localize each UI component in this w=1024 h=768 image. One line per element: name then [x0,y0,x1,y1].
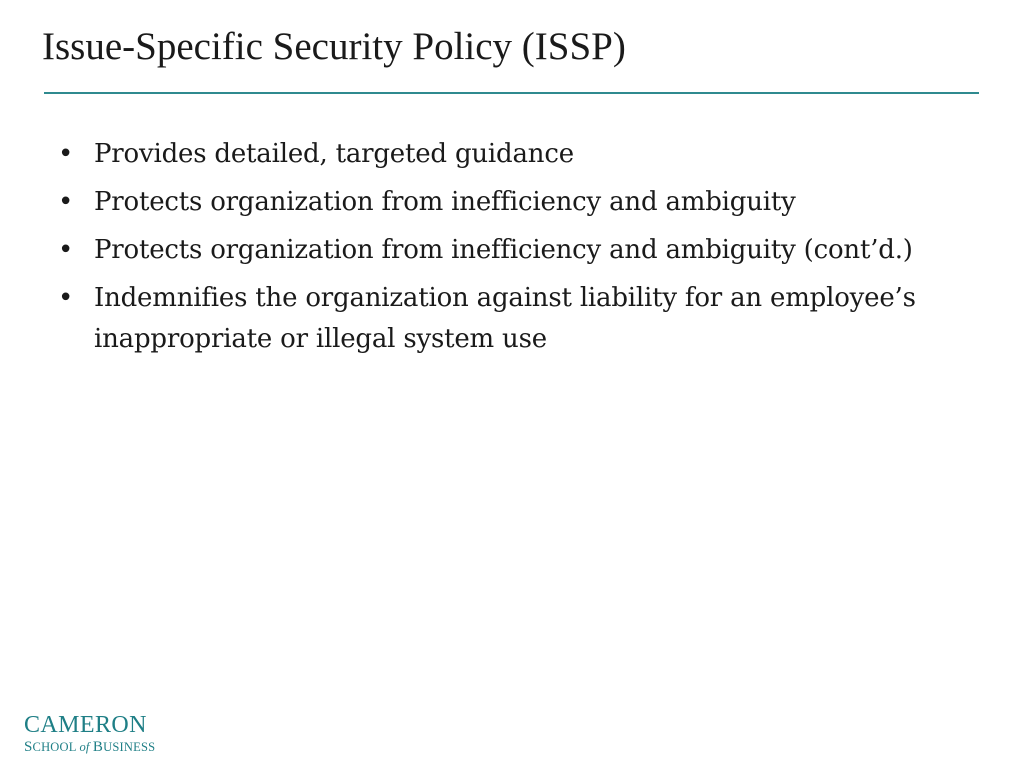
bullet-icon: • [58,283,74,313]
slide-title: Issue-Specific Security Policy (ISSP) [42,25,626,68]
bullet-text: Provides detailed, targeted guidance [94,139,574,169]
bullet-item [58,278,958,360]
bullet-item [58,134,958,175]
bullet-icon: • [58,235,74,265]
bullet-list [58,134,958,367]
cameron-logo [24,713,155,755]
bullet-icon: • [58,139,74,169]
bullet-item [58,230,958,271]
title-divider [44,92,979,94]
bullet-icon: • [58,187,74,217]
bullet-text: Protects organization from inefficiency and ambiguity [94,187,796,217]
bullet-text: Protects organization from inefficiency and ambiguity (cont’d.) [94,235,913,265]
bullet-text: Indemnifies the organization against liability for an employee’s inappropriate or illegal system use [94,283,916,354]
bullet-item [58,182,958,223]
logo-name: CAMERON [24,712,147,738]
logo-subtitle: SCHOOL of BUSINESS [24,739,156,755]
